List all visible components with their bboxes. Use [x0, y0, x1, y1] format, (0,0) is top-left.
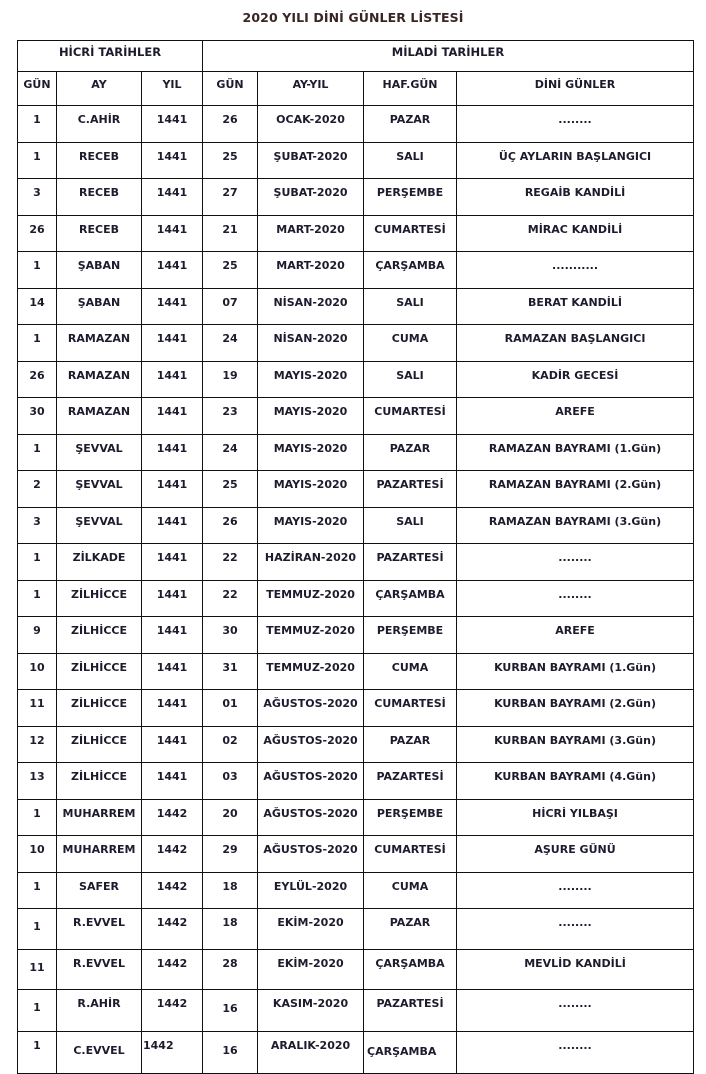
table-cell: 1	[18, 434, 57, 471]
group-header-row	[18, 41, 694, 72]
table-cell: 1441	[142, 434, 203, 471]
table-cell: 1	[18, 990, 57, 1032]
table-cell: MART-2020	[258, 252, 364, 289]
table-cell: 19	[203, 361, 258, 398]
table-cell: R.EVVEL	[57, 949, 142, 990]
table-cell: EKİM-2020	[258, 909, 364, 950]
table-row	[18, 872, 694, 909]
table-cell: AĞUSTOS-2020	[258, 836, 364, 873]
table-cell: 1441	[142, 544, 203, 581]
table-cell: 23	[203, 398, 258, 435]
table-cell: ŞABAN	[57, 288, 142, 325]
table-cell: ARALIK-2020	[258, 1031, 364, 1074]
table-cell: C.AHİR	[57, 106, 142, 143]
table-cell: MUHARREM	[57, 836, 142, 873]
table-row	[18, 361, 694, 398]
table-cell: ........	[457, 1031, 694, 1074]
table-row	[18, 325, 694, 362]
table-cell: PAZARTESİ	[364, 471, 457, 508]
table-cell: RAMAZAN	[57, 361, 142, 398]
table-row	[18, 252, 694, 289]
table-cell: TEMMUZ-2020	[258, 580, 364, 617]
table-cell: CUMA	[364, 872, 457, 909]
table-cell: C.EVVEL	[57, 1031, 142, 1074]
table-row	[18, 990, 694, 1032]
table-cell: AREFE	[457, 398, 694, 435]
table-cell: TEMMUZ-2020	[258, 653, 364, 690]
table-header	[18, 41, 694, 106]
table-cell: ZİLHİCCE	[57, 690, 142, 727]
column-header-5: HAF.GÜN	[364, 72, 457, 106]
table-cell: HAZİRAN-2020	[258, 544, 364, 581]
table-cell: 1441	[142, 653, 203, 690]
table-cell: 1	[18, 544, 57, 581]
table-cell: KURBAN BAYRAMI (4.Gün)	[457, 763, 694, 800]
table-cell: 13	[18, 763, 57, 800]
table-cell: 10	[18, 653, 57, 690]
table-cell: RAMAZAN	[57, 398, 142, 435]
table-row	[18, 580, 694, 617]
table-cell: SALI	[364, 142, 457, 179]
miladi-group-header: MİLADİ TARİHLER	[203, 41, 694, 72]
table-row	[18, 617, 694, 654]
table-row	[18, 690, 694, 727]
table-cell: 1442	[142, 1031, 203, 1074]
table-cell: 27	[203, 179, 258, 216]
table-cell: PAZARTESİ	[364, 990, 457, 1032]
table-cell: 1441	[142, 142, 203, 179]
table-cell: PAZARTESİ	[364, 763, 457, 800]
table-cell: 1	[18, 325, 57, 362]
table-cell: 12	[18, 726, 57, 763]
table-cell: ÇARŞAMBA	[364, 252, 457, 289]
table-cell: 1441	[142, 471, 203, 508]
table-row	[18, 1031, 694, 1074]
table-cell: 02	[203, 726, 258, 763]
table-cell: 1441	[142, 179, 203, 216]
table-cell: RAMAZAN BAYRAMI (2.Gün)	[457, 471, 694, 508]
table-cell: ÇARŞAMBA	[364, 580, 457, 617]
table-cell: 1	[18, 1031, 57, 1074]
table-cell: RECEB	[57, 215, 142, 252]
table-cell: 31	[203, 653, 258, 690]
table-cell: AŞURE GÜNÜ	[457, 836, 694, 873]
table-body	[18, 106, 694, 1074]
table-cell: ........	[457, 909, 694, 950]
table-cell: R.EVVEL	[57, 909, 142, 950]
table-cell: 26	[18, 215, 57, 252]
table-cell: RECEB	[57, 179, 142, 216]
table-cell: 07	[203, 288, 258, 325]
table-cell: TEMMUZ-2020	[258, 617, 364, 654]
table-cell: 30	[203, 617, 258, 654]
table-cell: 21	[203, 215, 258, 252]
table-cell: ........	[457, 106, 694, 143]
page-title: 2020 YILI DİNİ GÜNLER LİSTESİ	[242, 10, 464, 25]
table-row	[18, 949, 694, 990]
table-cell: BERAT KANDİLİ	[457, 288, 694, 325]
table-cell: PAZAR	[364, 726, 457, 763]
table-row	[18, 106, 694, 143]
table-cell: KURBAN BAYRAMI (1.Gün)	[457, 653, 694, 690]
table-cell: MAYIS-2020	[258, 471, 364, 508]
table-cell: MAYIS-2020	[258, 507, 364, 544]
column-header-1: AY	[57, 72, 142, 106]
column-header-row	[18, 72, 694, 106]
table-cell: 1441	[142, 252, 203, 289]
table-cell: 25	[203, 142, 258, 179]
table-cell: CUMARTESİ	[364, 836, 457, 873]
table-cell: ÜÇ AYLARIN BAŞLANGICI	[457, 142, 694, 179]
table-cell: ZİLHİCCE	[57, 726, 142, 763]
table-cell: 01	[203, 690, 258, 727]
table-cell: 28	[203, 949, 258, 990]
table-cell: AĞUSTOS-2020	[258, 690, 364, 727]
table-cell: SALI	[364, 361, 457, 398]
table-row	[18, 726, 694, 763]
table-cell: 25	[203, 471, 258, 508]
table-cell: RECEB	[57, 142, 142, 179]
table-row	[18, 909, 694, 950]
table-cell: NİSAN-2020	[258, 325, 364, 362]
column-header-6: DİNİ GÜNLER	[457, 72, 694, 106]
table-cell: SALI	[364, 288, 457, 325]
table-row	[18, 142, 694, 179]
religious-days-table	[17, 40, 694, 1074]
table-cell: ÇARŞAMBA	[364, 949, 457, 990]
table-cell: CUMA	[364, 653, 457, 690]
table-cell: MİRAC KANDİLİ	[457, 215, 694, 252]
table-cell: ........	[457, 990, 694, 1032]
table-cell: ...........	[457, 252, 694, 289]
table-cell: 1	[18, 799, 57, 836]
table-cell: 26	[203, 507, 258, 544]
table-cell: PAZAR	[364, 434, 457, 471]
table-cell: ........	[457, 544, 694, 581]
table-cell: RAMAZAN BAŞLANGICI	[457, 325, 694, 362]
table-cell: 1441	[142, 580, 203, 617]
table-cell: 1441	[142, 325, 203, 362]
table-cell: 29	[203, 836, 258, 873]
table-cell: 1442	[142, 799, 203, 836]
table-cell: MART-2020	[258, 215, 364, 252]
table-cell: ŞUBAT-2020	[258, 179, 364, 216]
hicri-group-header: HİCRİ TARİHLER	[18, 41, 203, 72]
table-cell: ŞEVVAL	[57, 434, 142, 471]
table-cell: 20	[203, 799, 258, 836]
table-row	[18, 288, 694, 325]
table-cell: OCAK-2020	[258, 106, 364, 143]
table-cell: AĞUSTOS-2020	[258, 799, 364, 836]
table-cell: PAZAR	[364, 106, 457, 143]
table-cell: 3	[18, 179, 57, 216]
table-cell: EYLÜL-2020	[258, 872, 364, 909]
table-cell: 16	[203, 990, 258, 1032]
table-row	[18, 215, 694, 252]
table-row	[18, 507, 694, 544]
table-cell: MUHARREM	[57, 799, 142, 836]
table-cell: 1441	[142, 361, 203, 398]
table-cell: KURBAN BAYRAMI (2.Gün)	[457, 690, 694, 727]
table-cell: CUMARTESİ	[364, 690, 457, 727]
table-cell: 1	[18, 142, 57, 179]
table-cell: ZİLHİCCE	[57, 653, 142, 690]
table-cell: 10	[18, 836, 57, 873]
table-cell: SAFER	[57, 872, 142, 909]
table-cell: CUMARTESİ	[364, 215, 457, 252]
table-cell: MAYIS-2020	[258, 434, 364, 471]
table-cell: ZİLHİCCE	[57, 617, 142, 654]
table-cell: 26	[18, 361, 57, 398]
table-row	[18, 471, 694, 508]
table-cell: PERŞEMBE	[364, 799, 457, 836]
table-cell: 1441	[142, 215, 203, 252]
table-cell: EKİM-2020	[258, 949, 364, 990]
table-cell: 9	[18, 617, 57, 654]
table-cell: ŞEVVAL	[57, 507, 142, 544]
table-cell: ŞEVVAL	[57, 471, 142, 508]
table-cell: RAMAZAN BAYRAMI (3.Gün)	[457, 507, 694, 544]
table-cell: 22	[203, 580, 258, 617]
table-cell: 1	[18, 252, 57, 289]
table-cell: 1442	[142, 909, 203, 950]
table-cell: REGAİB KANDİLİ	[457, 179, 694, 216]
table-row	[18, 653, 694, 690]
table-cell: MAYIS-2020	[258, 361, 364, 398]
table-row	[18, 836, 694, 873]
table-cell: 2	[18, 471, 57, 508]
column-header-4: AY-YIL	[258, 72, 364, 106]
table-cell: 14	[18, 288, 57, 325]
table-cell: 03	[203, 763, 258, 800]
table-cell: 1441	[142, 763, 203, 800]
column-header-3: GÜN	[203, 72, 258, 106]
column-header-2: YIL	[142, 72, 203, 106]
table-cell: 1441	[142, 288, 203, 325]
table-cell: 1442	[142, 836, 203, 873]
table-cell: KADİR GECESİ	[457, 361, 694, 398]
table-cell: PAZARTESİ	[364, 544, 457, 581]
table-cell: RAMAZAN BAYRAMI (1.Gün)	[457, 434, 694, 471]
table-cell: ŞUBAT-2020	[258, 142, 364, 179]
table-cell: MAYIS-2020	[258, 398, 364, 435]
table-row	[18, 544, 694, 581]
table-cell: PERŞEMBE	[364, 617, 457, 654]
table-cell: AĞUSTOS-2020	[258, 726, 364, 763]
table-cell: MEVLİD KANDİLİ	[457, 949, 694, 990]
table-row	[18, 398, 694, 435]
table-cell: 1	[18, 872, 57, 909]
table-cell: RAMAZAN	[57, 325, 142, 362]
table-cell: AĞUSTOS-2020	[258, 763, 364, 800]
table-cell: 1	[18, 106, 57, 143]
table-cell: 18	[203, 872, 258, 909]
column-header-0: GÜN	[18, 72, 57, 106]
table-cell: 1442	[142, 990, 203, 1032]
table-cell: ZİLKADE	[57, 544, 142, 581]
table-cell: 24	[203, 325, 258, 362]
table-cell: ........	[457, 872, 694, 909]
table-cell: 24	[203, 434, 258, 471]
table-cell: CUMARTESİ	[364, 398, 457, 435]
table-cell: 1442	[142, 872, 203, 909]
table-cell: 1441	[142, 690, 203, 727]
table-cell: 3	[18, 507, 57, 544]
table-cell: ZİLHİCCE	[57, 763, 142, 800]
table-cell: ŞABAN	[57, 252, 142, 289]
table-cell: ÇARŞAMBA	[364, 1031, 457, 1074]
table-cell: ZİLHİCCE	[57, 580, 142, 617]
table-cell: 22	[203, 544, 258, 581]
table-cell: 26	[203, 106, 258, 143]
table-row	[18, 434, 694, 471]
table-cell: 1442	[142, 949, 203, 990]
table-row	[18, 799, 694, 836]
table-cell: 1	[18, 580, 57, 617]
table-cell: 11	[18, 949, 57, 990]
table-cell: NİSAN-2020	[258, 288, 364, 325]
table-cell: 16	[203, 1031, 258, 1074]
table-cell: 1441	[142, 507, 203, 544]
table-cell: KURBAN BAYRAMI (3.Gün)	[457, 726, 694, 763]
table-row	[18, 179, 694, 216]
table-cell: 1441	[142, 617, 203, 654]
table-cell: 18	[203, 909, 258, 950]
table-cell: PAZAR	[364, 909, 457, 950]
table-cell: KASIM-2020	[258, 990, 364, 1032]
table-cell: AREFE	[457, 617, 694, 654]
table-cell: SALI	[364, 507, 457, 544]
table-cell: ........	[457, 580, 694, 617]
table-cell: 30	[18, 398, 57, 435]
table-cell: CUMA	[364, 325, 457, 362]
table-cell: 1441	[142, 726, 203, 763]
table-cell: PERŞEMBE	[364, 179, 457, 216]
table-cell: HİCRİ YILBAŞI	[457, 799, 694, 836]
table-row	[18, 763, 694, 800]
table-cell: 1441	[142, 106, 203, 143]
table-cell: R.AHİR	[57, 990, 142, 1032]
table-cell: 1	[18, 909, 57, 950]
table-cell: 25	[203, 252, 258, 289]
table-cell: 11	[18, 690, 57, 727]
table-cell: 1441	[142, 398, 203, 435]
